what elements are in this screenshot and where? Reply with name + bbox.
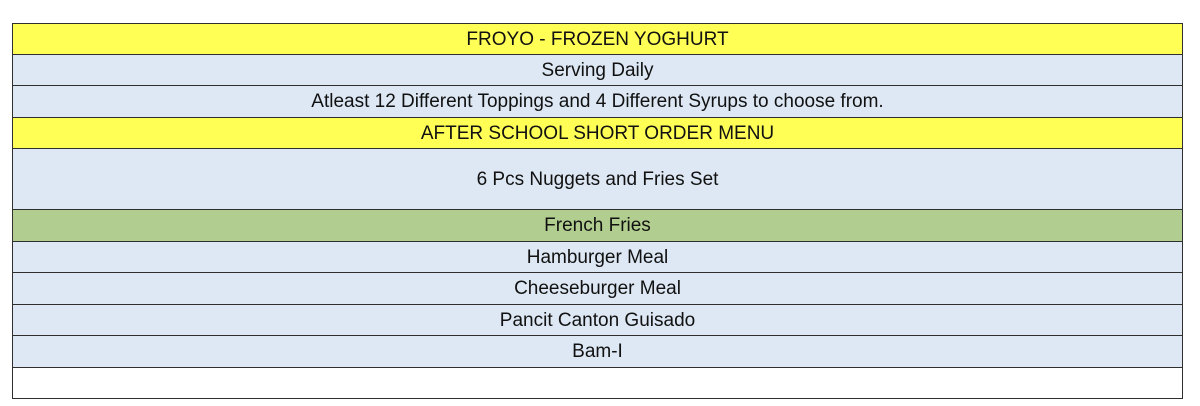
menu-item-row — [13, 273, 1183, 305]
section-header-froyo-row — [13, 24, 1183, 55]
menu-item-pancit-canton-guisado: Pancit Canton Guisado — [13, 305, 1183, 336]
menu-item-row — [13, 305, 1183, 336]
toppings-note-text: Atleast 12 Different Toppings and 4 Different Syrups to choose from. — [13, 86, 1183, 118]
menu-item-row — [13, 242, 1183, 273]
empty-cell — [13, 368, 1183, 399]
menu-item-nuggets-fries-set: 6 Pcs Nuggets and Fries Set — [13, 149, 1183, 210]
section-header-short-order: AFTER SCHOOL SHORT ORDER MENU — [13, 118, 1183, 149]
section-header-short-order-row — [13, 118, 1183, 149]
menu-item-bam-i: Bam-I — [13, 336, 1183, 368]
menu-table — [12, 23, 1183, 399]
serving-daily-text: Serving Daily — [13, 55, 1183, 86]
menu-item-row — [13, 210, 1183, 242]
menu-item-hamburger-meal: Hamburger Meal — [13, 242, 1183, 273]
menu-item-row — [13, 149, 1183, 210]
serving-daily-row — [13, 55, 1183, 86]
menu-item-cheeseburger-meal: Cheeseburger Meal — [13, 273, 1183, 305]
menu-item-row — [13, 336, 1183, 368]
empty-row — [13, 368, 1183, 399]
section-header-froyo: FROYO - FROZEN YOGHURT — [13, 24, 1183, 55]
toppings-note-row — [13, 86, 1183, 118]
menu-item-french-fries: French Fries — [13, 210, 1183, 242]
